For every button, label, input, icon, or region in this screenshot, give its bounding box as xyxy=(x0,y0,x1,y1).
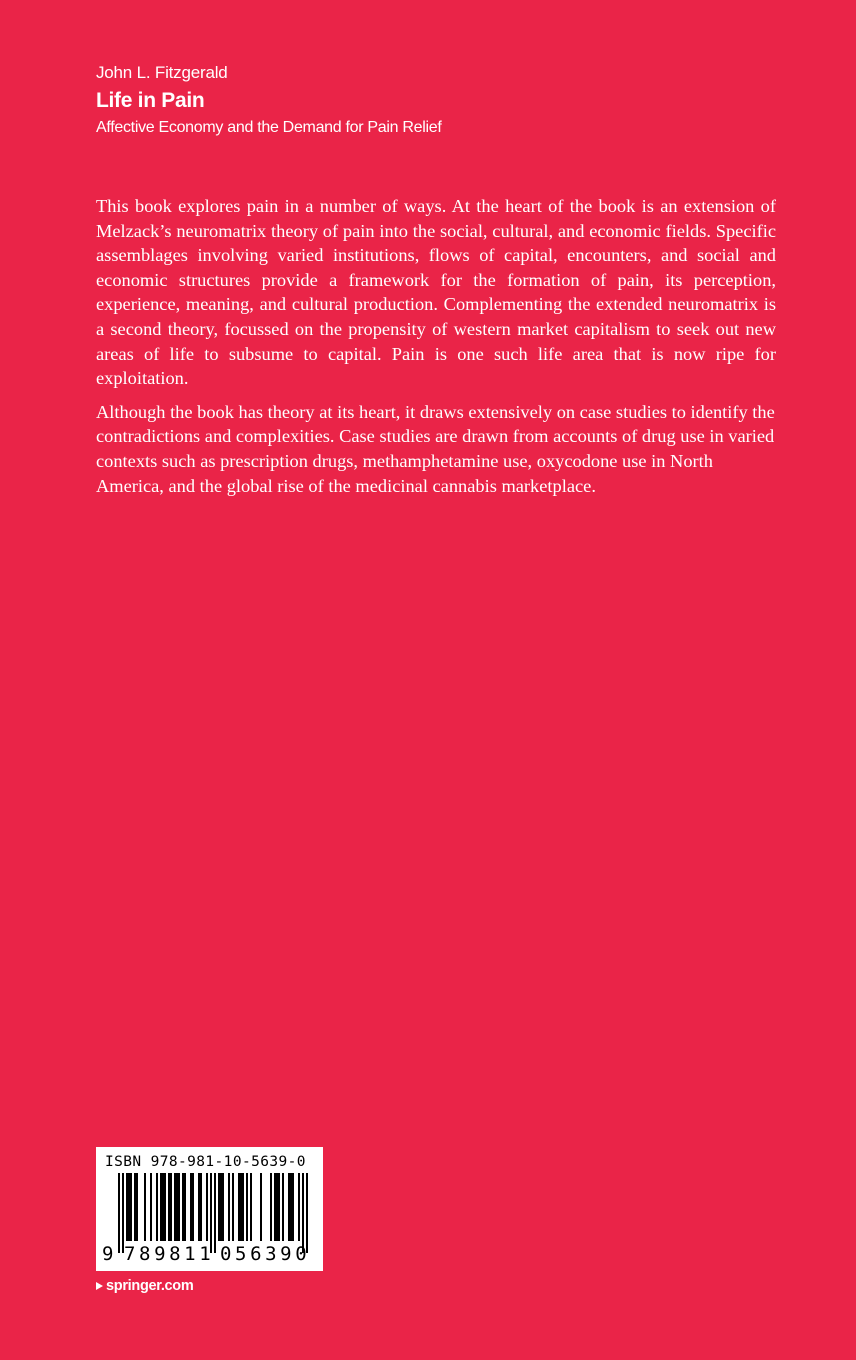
barcode-bar xyxy=(260,1173,262,1241)
author-name: John L. Fitzgerald xyxy=(96,63,228,82)
arrow-right-icon xyxy=(96,1282,103,1290)
barcode-bar xyxy=(270,1173,272,1241)
barcode-bar xyxy=(232,1173,234,1241)
barcode-digits-right: 056390 xyxy=(220,1243,311,1265)
description-paragraph-2: Although the book has theory at its heart, it draws extensively on case studies to identify the contradictions and complexities. Case studies are drawn from accounts of drug use in varied contexts such as prescription drugs, methamphetamine use, oxycodone use in North America, and the global rise of the medicinal cannabis marketplace. xyxy=(96,401,775,496)
barcode-bar xyxy=(282,1173,284,1241)
barcode-bar xyxy=(250,1173,252,1241)
barcode-bar xyxy=(134,1173,138,1241)
isbn-number: ISBN 978-981-10-5639-0 xyxy=(105,1154,306,1170)
publisher-link[interactable] xyxy=(96,1276,193,1296)
barcode-bar xyxy=(190,1173,194,1241)
barcode-bar xyxy=(298,1173,300,1241)
barcode-bar xyxy=(246,1173,248,1241)
book-description xyxy=(96,194,776,507)
barcode-bar xyxy=(174,1173,180,1241)
barcode-bar xyxy=(198,1173,202,1241)
book-subtitle: Affective Economy and the Demand for Pain Relief xyxy=(96,119,442,136)
barcode-bar xyxy=(168,1173,172,1241)
barcode-bar xyxy=(160,1173,166,1241)
barcode-bar xyxy=(144,1173,146,1241)
barcode-bar xyxy=(206,1173,208,1241)
isbn-barcode xyxy=(96,1147,323,1271)
description-paragraph-1: This book explores pain in a number of ways. At the heart of the book is an extension of Melzack’s neuromatrix theory of pain into the social, cultural, and economic fields. Specific assemblages involving varied institutions, flows of capital, encounters, and social and economic structures provide a framework for the formation of pain, its perception, experience, meaning, and cultural production. Complementing the extended neuromatrix is a second theory, focussed on the propensity of western market capitalism to seek out new areas of life to subsume to capital. Pain is one such life area that is now ripe for exploitation. xyxy=(96,196,776,389)
barcode-digits-left: 789811 xyxy=(124,1243,215,1265)
header xyxy=(96,62,796,139)
barcode-bar xyxy=(126,1173,132,1241)
barcode-digits xyxy=(96,1241,323,1267)
barcode-bar xyxy=(228,1173,230,1241)
barcode-bar xyxy=(288,1173,294,1241)
barcode-digit-lead: 9 xyxy=(102,1243,114,1265)
book-title: Life in Pain xyxy=(96,89,205,112)
barcode-bar xyxy=(218,1173,224,1241)
publisher-website: springer.com xyxy=(106,1278,194,1294)
barcode-bar xyxy=(150,1173,152,1241)
barcode-bar xyxy=(156,1173,158,1241)
barcode-bar xyxy=(274,1173,280,1241)
barcode-bar xyxy=(182,1173,186,1241)
barcode-bar xyxy=(238,1173,244,1241)
